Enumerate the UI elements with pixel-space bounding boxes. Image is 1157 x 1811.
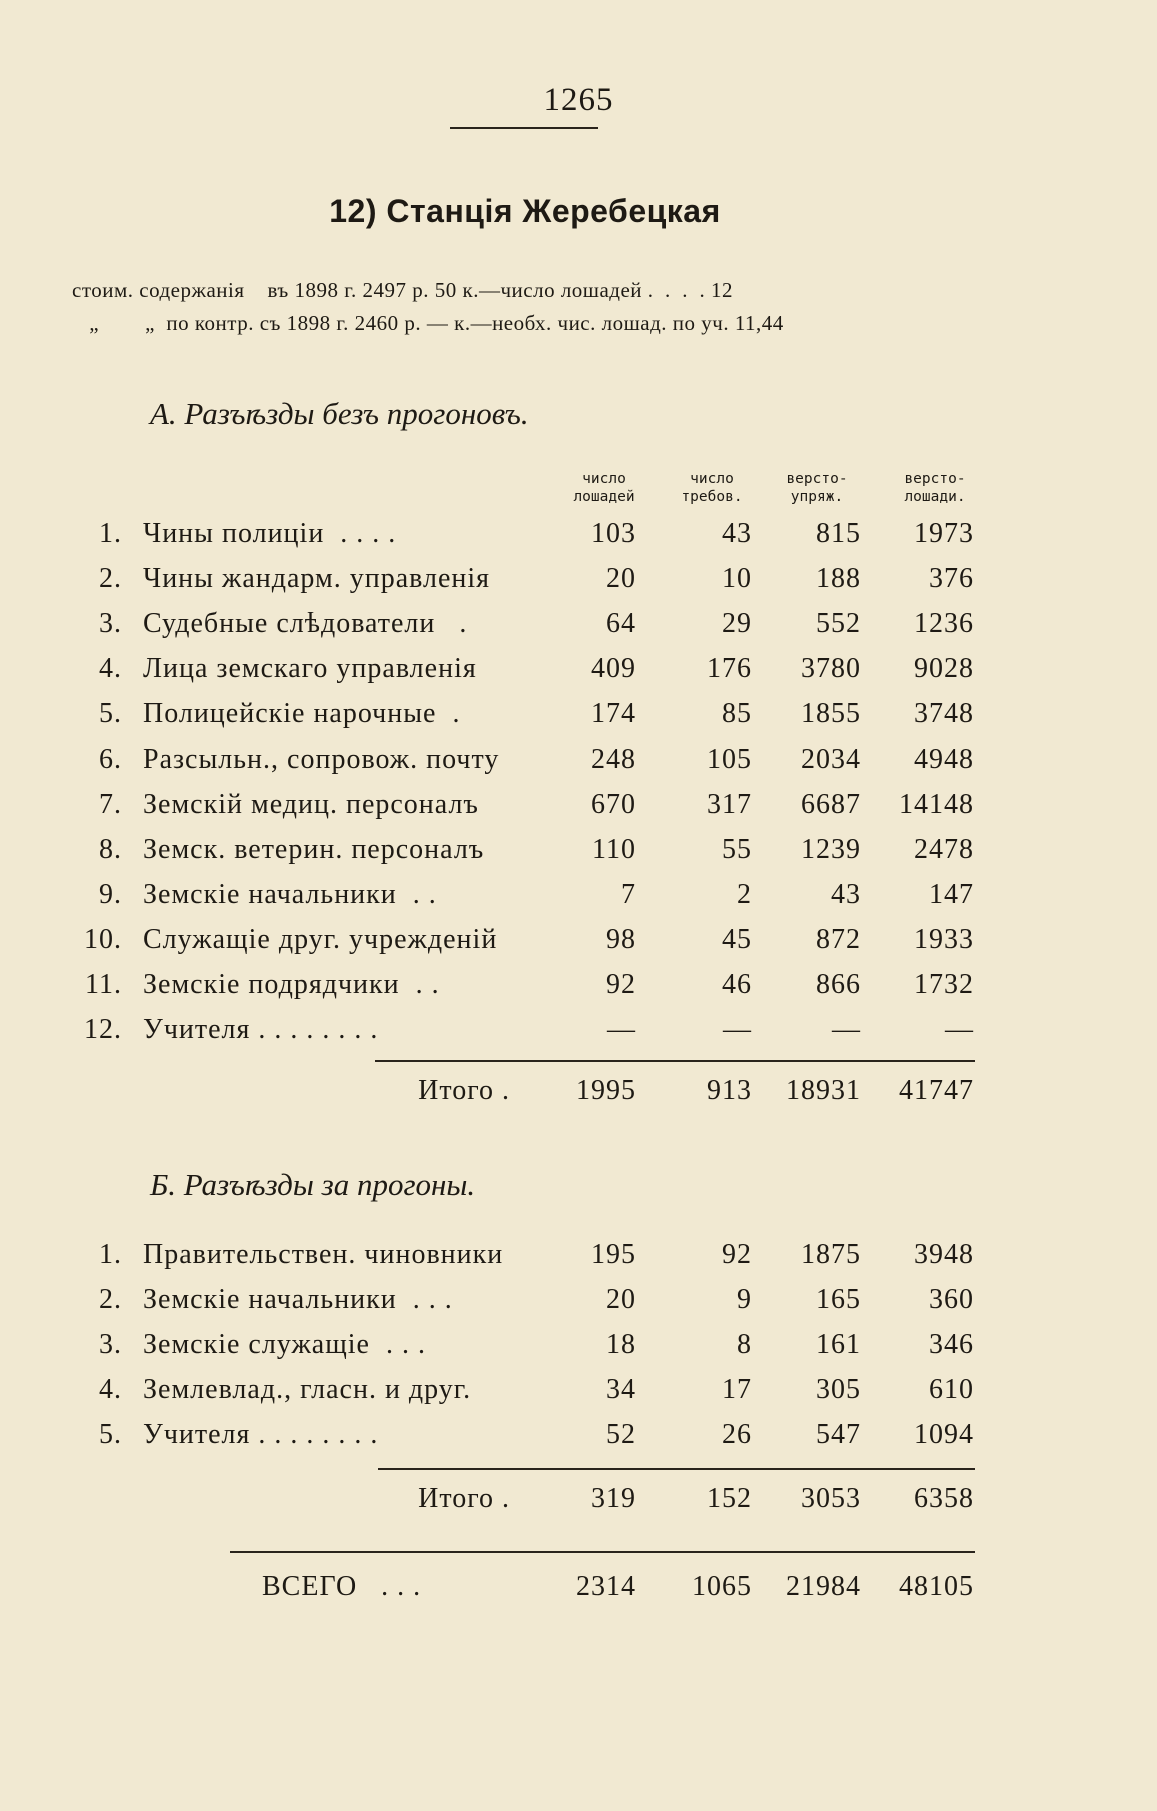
grand-total-label: ВСЕГО . . . xyxy=(262,1571,422,1602)
row-name: Земскіе подрядчики . . xyxy=(143,969,440,1000)
cell-verst-horses: 3948 xyxy=(914,1239,974,1270)
row-number: 9. xyxy=(99,878,122,910)
cell-requests: 105 xyxy=(707,743,752,775)
cell-verst-teams: 188 xyxy=(816,563,861,595)
row-name: Учителя . . . . . . . . xyxy=(143,1419,379,1450)
row-number: 8. xyxy=(99,833,122,865)
grand-total-verst-teams: 21984 xyxy=(786,1571,861,1602)
cell-verst-horses: 9028 xyxy=(914,653,974,685)
cell-verst-teams: 6687 xyxy=(801,788,861,820)
section-a-total-row xyxy=(0,1071,1157,1111)
row-name: Земскіе служащіе . . . xyxy=(143,1329,426,1360)
cell-verst-horses: 1973 xyxy=(914,518,974,549)
total-verst-teams: 18931 xyxy=(786,1075,861,1106)
total-horses: 1995 xyxy=(576,1075,636,1106)
section-b-total-row xyxy=(0,1479,1157,1519)
page-number-rule xyxy=(450,127,598,129)
cell-horses: 195 xyxy=(591,1239,636,1270)
cell-horses: 7 xyxy=(621,878,636,910)
row-number: 10. xyxy=(84,923,122,955)
cell-verst-horses: 147 xyxy=(929,878,974,910)
cell-verst-horses: 346 xyxy=(929,1329,974,1360)
cell-verst-teams: 43 xyxy=(831,878,861,910)
row-number: 4. xyxy=(99,1374,122,1405)
row-number: 1. xyxy=(99,1239,122,1270)
cell-requests: 43 xyxy=(722,518,752,549)
cell-verst-teams: 547 xyxy=(816,1419,861,1450)
cell-horses: 670 xyxy=(591,788,636,820)
cell-horses: 20 xyxy=(606,563,636,595)
station-title: 12) Станція Жеребецкая xyxy=(329,193,721,229)
row-name: Правительствен. чиновники xyxy=(143,1239,504,1270)
table-row xyxy=(0,1325,1157,1365)
cell-requests: 85 xyxy=(722,698,752,730)
cell-verst-teams: 2034 xyxy=(801,743,861,775)
cell-verst-teams: 1855 xyxy=(801,698,861,730)
row-number: 2. xyxy=(99,563,122,595)
cell-verst-teams: 305 xyxy=(816,1374,861,1405)
cell-verst-teams: — xyxy=(832,1014,861,1046)
cell-horses: — xyxy=(607,1014,636,1046)
cell-horses: 52 xyxy=(606,1419,636,1450)
cell-requests: 55 xyxy=(722,833,752,865)
cell-verst-horses: 2478 xyxy=(914,833,974,865)
cell-verst-teams: 3780 xyxy=(801,653,861,685)
grand-total-verst-horses: 48105 xyxy=(899,1571,974,1602)
row-name: Чины жандарм. управленія xyxy=(143,563,491,595)
cell-verst-horses: 4948 xyxy=(914,743,974,775)
row-number: 12. xyxy=(84,1014,122,1046)
total-label: Итого . xyxy=(418,1075,510,1106)
cell-horses: 174 xyxy=(591,698,636,730)
col-header-horses: число лошадей xyxy=(573,471,635,505)
cell-requests: 29 xyxy=(722,608,752,640)
table-row xyxy=(0,1010,1157,1050)
info-line-2: „ „ по контр. съ 1898 г. 2460 р. — к.—необх. чис. лошад. по уч. 11,44 xyxy=(72,311,784,335)
row-name: Разсыльн., сопровож. почту xyxy=(143,743,500,775)
total-label: Итого . xyxy=(418,1483,510,1514)
cell-horses: 110 xyxy=(592,833,636,865)
row-name: Учителя . . . . . . . . xyxy=(143,1014,379,1046)
total-horses: 319 xyxy=(591,1483,636,1514)
row-number: 5. xyxy=(99,698,122,730)
cell-verst-horses: 1236 xyxy=(914,608,974,640)
row-number: 6. xyxy=(99,743,122,775)
cell-verst-horses: 3748 xyxy=(914,698,974,730)
cell-requests: 45 xyxy=(722,923,752,955)
cell-horses: 64 xyxy=(606,608,636,640)
cell-verst-horses: 376 xyxy=(929,563,974,595)
section-b-heading: Б. Разъѣзды за прогоны. xyxy=(150,1167,476,1202)
cell-horses: 18 xyxy=(606,1329,636,1360)
row-number: 11. xyxy=(85,969,122,1000)
col-header-verst-teams: версто- упряж. xyxy=(786,471,848,505)
grand-total-horses: 2314 xyxy=(576,1571,636,1602)
cell-horses: 409 xyxy=(591,653,636,685)
cell-requests: 9 xyxy=(737,1284,752,1315)
row-number: 5. xyxy=(99,1419,122,1450)
total-verst-teams: 3053 xyxy=(801,1483,861,1514)
cell-verst-teams: 866 xyxy=(816,969,861,1000)
table-row xyxy=(0,1235,1157,1275)
table-row xyxy=(0,875,1157,915)
cell-verst-horses: 360 xyxy=(929,1284,974,1315)
cell-verst-teams: 161 xyxy=(816,1329,861,1360)
total-verst-horses: 6358 xyxy=(914,1483,974,1514)
info-line-1: стоим. содержанія въ 1898 г. 2497 р. 50 к.—число лошадей . . . . 12 xyxy=(72,278,734,302)
row-number: 2. xyxy=(99,1284,122,1315)
cell-requests: — xyxy=(723,1014,752,1046)
cell-verst-horses: 1094 xyxy=(914,1419,974,1450)
col-header-verst-horses: версто- лошади. xyxy=(904,471,966,505)
section-a-total-rule xyxy=(375,1060,975,1062)
cell-verst-horses: — xyxy=(945,1014,974,1046)
cell-verst-horses: 14148 xyxy=(899,788,974,820)
cell-verst-horses: 1732 xyxy=(914,969,974,1000)
table-row xyxy=(0,694,1157,734)
cell-horses: 98 xyxy=(606,923,636,955)
table-row xyxy=(0,740,1157,780)
page-number: 1265 xyxy=(543,82,614,118)
cell-horses: 34 xyxy=(606,1374,636,1405)
grand-total-requests: 1065 xyxy=(692,1571,752,1602)
section-a-heading: А. Разъѣзды безъ прогоновъ. xyxy=(150,396,529,431)
total-requests: 152 xyxy=(707,1483,752,1514)
cell-horses: 92 xyxy=(606,969,636,1000)
cell-requests: 2 xyxy=(737,878,752,910)
row-name: Землевлад., гласн. и друг. xyxy=(143,1374,472,1405)
table-row xyxy=(0,649,1157,689)
cell-verst-teams: 165 xyxy=(816,1284,861,1315)
grand-total-row xyxy=(0,1567,1157,1607)
row-number: 7. xyxy=(99,788,122,820)
cell-verst-teams: 1875 xyxy=(801,1239,861,1270)
row-number: 1. xyxy=(99,518,122,549)
cell-requests: 176 xyxy=(707,653,752,685)
cell-requests: 8 xyxy=(737,1329,752,1360)
total-verst-horses: 41747 xyxy=(899,1075,974,1106)
table-row xyxy=(0,559,1157,599)
cell-horses: 103 xyxy=(591,518,636,549)
cell-verst-teams: 552 xyxy=(816,608,861,640)
row-name: Служащіе друг. учрежденій xyxy=(143,923,498,955)
cell-verst-horses: 610 xyxy=(929,1374,974,1405)
cell-requests: 26 xyxy=(722,1419,752,1450)
row-name: Земск. ветерин. персоналъ xyxy=(143,833,485,865)
cell-verst-teams: 872 xyxy=(816,923,861,955)
row-name: Судебные слѣдователи . xyxy=(143,608,468,640)
row-name: Лица земскаго управленія xyxy=(143,653,477,685)
table-row xyxy=(0,1415,1157,1455)
table-row xyxy=(0,920,1157,960)
cell-requests: 92 xyxy=(722,1239,752,1270)
row-name: Земскіе начальники . . xyxy=(143,878,437,910)
table-row xyxy=(0,604,1157,644)
row-name: Земскій медиц. персоналъ xyxy=(143,788,479,820)
cell-requests: 46 xyxy=(722,969,752,1000)
table-row xyxy=(0,785,1157,825)
table-row xyxy=(0,1280,1157,1320)
cell-verst-teams: 1239 xyxy=(801,833,861,865)
table-row xyxy=(0,965,1157,1005)
total-requests: 913 xyxy=(707,1075,752,1106)
section-b-total-rule xyxy=(378,1468,975,1470)
row-name: Земскіе начальники . . . xyxy=(143,1284,453,1315)
cell-requests: 17 xyxy=(722,1374,752,1405)
cell-verst-teams: 815 xyxy=(816,518,861,549)
row-number: 3. xyxy=(99,1329,122,1360)
cell-horses: 248 xyxy=(591,743,636,775)
table-row xyxy=(0,830,1157,870)
table-row xyxy=(0,514,1157,554)
row-number: 4. xyxy=(99,653,122,685)
table-row xyxy=(0,1370,1157,1410)
cell-requests: 10 xyxy=(722,563,752,595)
col-header-requests: число требов. xyxy=(681,471,743,505)
row-number: 3. xyxy=(99,608,122,640)
row-name: Полицейскіе нарочные . xyxy=(143,698,461,730)
cell-requests: 317 xyxy=(707,788,752,820)
row-name: Чины полиціи . . . . xyxy=(143,518,397,549)
cell-verst-horses: 1933 xyxy=(914,923,974,955)
grand-total-rule xyxy=(230,1551,975,1553)
cell-horses: 20 xyxy=(606,1284,636,1315)
